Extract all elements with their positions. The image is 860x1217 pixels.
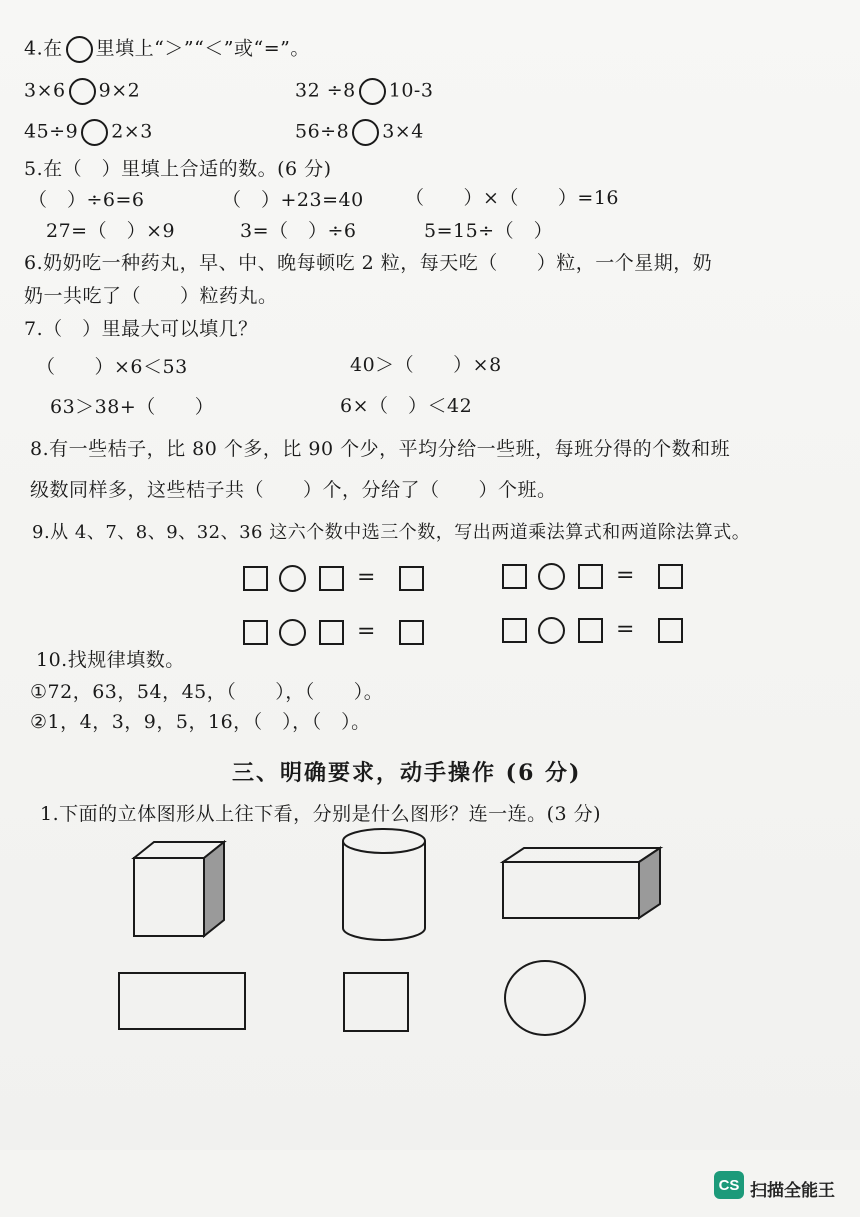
answer-box[interactable] — [399, 566, 424, 591]
answer-circle[interactable] — [279, 619, 306, 646]
q10-title: 10.找规律填数。 — [36, 649, 185, 671]
q4-item-4-left: 56÷8 — [295, 120, 350, 143]
square-icon[interactable] — [341, 970, 411, 1034]
answer-circle[interactable] — [538, 563, 565, 590]
camscanner-logo: CS — [714, 1171, 744, 1199]
q4-title-part-a: 4.在 — [24, 37, 63, 60]
answer-circle[interactable] — [359, 78, 386, 105]
answer-circle[interactable] — [69, 78, 96, 105]
q4-item-3-left: 45÷9 — [24, 120, 79, 143]
q9-title: 9.从 4、7、8、9、32、36 这六个数中选三个数，写出两道乘法算式和两道除法算式。 — [32, 522, 751, 543]
q7-blank[interactable]: （ ）×6＜53 — [36, 356, 188, 378]
q6-line-2: 奶一共吃了（ ）粒药丸。 — [24, 285, 278, 307]
q4-item-1 — [24, 78, 140, 105]
cube-icon[interactable] — [120, 836, 240, 946]
cylinder-icon[interactable] — [334, 826, 434, 944]
answer-box[interactable] — [243, 566, 268, 591]
q4-title — [24, 36, 310, 63]
q5-blank[interactable]: （ ）×（ ）=16 — [405, 187, 620, 209]
q4-item-3 — [24, 119, 153, 146]
answer-box[interactable] — [578, 564, 603, 589]
answer-box[interactable] — [502, 564, 527, 589]
q4-item-2-right: 10-3 — [388, 79, 434, 102]
camscanner-label: 扫描全能王 — [750, 1181, 835, 1201]
answer-box[interactable] — [243, 620, 268, 645]
q6-line-1: 6.奶奶吃一种药丸，早、中、晚每顿吃 2 粒，每天吃（ ）粒，一个星期，奶 — [24, 252, 713, 274]
equals-sign: = — [357, 619, 376, 644]
answer-circle[interactable] — [352, 119, 379, 146]
q8-line-2: 级数同样多，这些桔子共（ ）个，分给了（ ）个班。 — [30, 479, 557, 501]
q4-item-3-right: 2×3 — [111, 120, 153, 143]
q7-blank[interactable]: 6×（ ）＜42 — [340, 395, 473, 417]
q4-item-4-right: 3×4 — [382, 120, 424, 143]
q7-blank[interactable]: 63＞38+（ ） — [50, 396, 215, 418]
answer-box[interactable] — [319, 620, 344, 645]
answer-box[interactable] — [502, 618, 527, 643]
equals-sign: = — [357, 565, 376, 590]
section-3-heading: 三、明确要求，动手操作 (6 分) — [232, 760, 582, 786]
answer-box[interactable] — [658, 564, 683, 589]
q4-item-2-left: 32 ÷8 — [295, 79, 356, 102]
q7-blank[interactable]: 40＞（ ）×8 — [350, 354, 502, 376]
circle-icon[interactable] — [502, 958, 588, 1038]
q5-blank[interactable]: 27=（ ）×9 — [46, 220, 176, 242]
q5-blank[interactable]: 3=（ ）÷6 — [240, 220, 357, 242]
q5-title: 5.在（ ）里填上合适的数。(6 分) — [24, 158, 332, 180]
q7-title: 7.（ ）里最大可以填几？ — [24, 318, 258, 340]
q10-sequence-1[interactable]: ①72，63，54，45，（ ），（ ）。 — [30, 681, 384, 703]
answer-circle[interactable] — [279, 565, 306, 592]
answer-circle[interactable] — [538, 617, 565, 644]
equals-sign: = — [616, 617, 635, 642]
q4-title-part-b: 里填上“＞”“＜”或“=”。 — [95, 37, 310, 60]
equals-sign: = — [616, 563, 635, 588]
answer-box[interactable] — [399, 620, 424, 645]
q5-blank[interactable]: （ ）+23=40 — [222, 189, 364, 211]
q5-blank[interactable]: 5=15÷（ ） — [424, 220, 554, 242]
q4-item-1-right: 9×2 — [98, 79, 141, 102]
section-3-q1: 1.下面的立体图形从上往下看，分别是什么图形？连一连。(3 分) — [40, 803, 602, 825]
q5-blank[interactable]: （ ）÷6=6 — [28, 189, 145, 211]
cuboid-icon[interactable] — [496, 840, 666, 924]
q8-line-1: 8.有一些桔子，比 80 个多，比 90 个少，平均分给一些班，每班分得的个数和班 — [30, 438, 731, 460]
answer-circle[interactable] — [81, 119, 108, 146]
q10-sequence-2[interactable]: ②1，4，3，9，5，16，（ ），（ ）。 — [30, 711, 371, 733]
blank-circle — [66, 36, 93, 63]
answer-box[interactable] — [319, 566, 344, 591]
rectangle-icon[interactable] — [116, 970, 248, 1032]
q4-item-4 — [295, 119, 424, 146]
answer-box[interactable] — [658, 618, 683, 643]
q4-item-1-left: 3×6 — [24, 79, 66, 102]
answer-box[interactable] — [578, 618, 603, 643]
q4-item-2 — [295, 78, 433, 105]
